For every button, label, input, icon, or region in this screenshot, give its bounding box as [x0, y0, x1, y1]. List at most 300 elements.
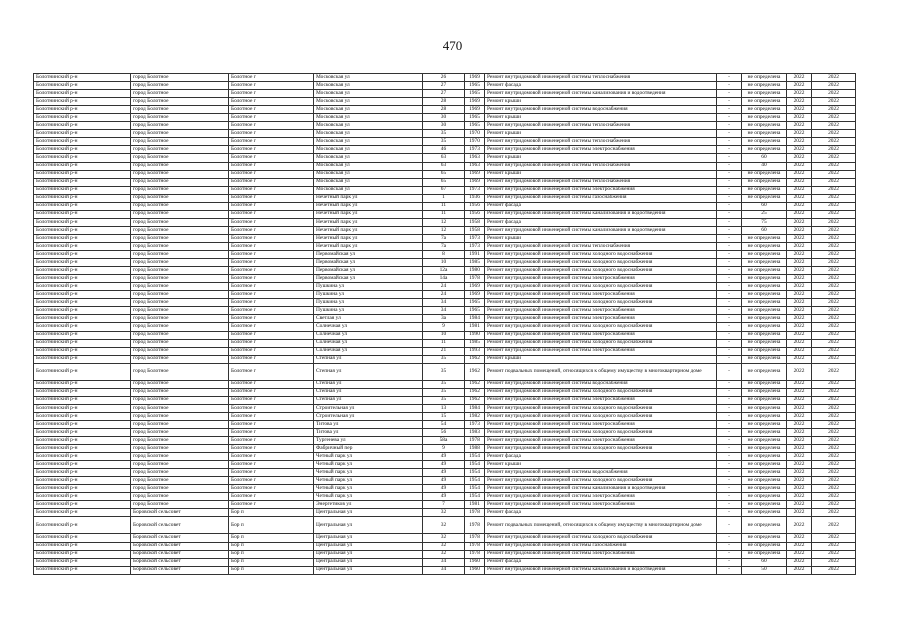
- table-row: [34, 412, 856, 420]
- end-year-cell: 2022: [812, 347, 856, 355]
- cost-cell: не определена: [742, 542, 787, 550]
- settlement-cell: Бор п: [229, 566, 314, 574]
- house-number-cell: 63: [423, 162, 465, 170]
- end-year-cell: 2022: [812, 534, 856, 542]
- cost-cell: не определена: [742, 186, 787, 194]
- work-type-cell: Ремонт внутридомовой инженерной системы канализования и водоотведения: [485, 485, 717, 493]
- cost-cell: не определена: [742, 412, 787, 420]
- start-year-cell: 2022: [787, 380, 812, 388]
- end-year-cell: 2022: [812, 558, 856, 566]
- dash-cell: -: [717, 437, 742, 445]
- settlement-cell: Болотное г: [229, 138, 314, 146]
- district-cell: Болотнинский р-н: [34, 114, 131, 122]
- settlement-cell: Болотное г: [229, 493, 314, 501]
- district-cell: Болотнинский р-н: [34, 437, 131, 445]
- start-year-cell: 2022: [787, 259, 812, 267]
- cost-cell: не определена: [742, 283, 787, 291]
- dash-cell: -: [717, 74, 742, 82]
- settlement-cell: Болотное г: [229, 242, 314, 250]
- build-year-cell: 1956: [465, 202, 485, 210]
- municipality-cell: Боровской сельсовет: [131, 542, 229, 550]
- settlement-cell: Болотное г: [229, 396, 314, 404]
- build-year-cell: 1965: [465, 307, 485, 315]
- house-number-cell: 10: [423, 259, 465, 267]
- build-year-cell: 1988: [465, 445, 485, 453]
- house-number-cell: 65: [423, 170, 465, 178]
- municipality-cell: город Болотное: [131, 331, 229, 339]
- work-type-cell: Ремонт внутридомовой инженерной системы электроснабжения: [485, 420, 717, 428]
- table-row: [34, 542, 856, 550]
- settlement-cell: Болотное г: [229, 218, 314, 226]
- dash-cell: -: [717, 226, 742, 234]
- start-year-cell: 2022: [787, 218, 812, 226]
- work-type-cell: Ремонт фасада: [485, 82, 717, 90]
- cost-cell: не определена: [742, 251, 787, 259]
- start-year-cell: 2022: [787, 234, 812, 242]
- municipality-cell: город Болотное: [131, 388, 229, 396]
- build-year-cell: 1954: [465, 485, 485, 493]
- cost-cell: не определена: [742, 404, 787, 412]
- work-type-cell: Ремонт внутридомовой инженерной системы канализования и водоотведения: [485, 90, 717, 98]
- end-year-cell: 2022: [812, 396, 856, 404]
- street-cell: Четный парк ул: [314, 493, 423, 501]
- cost-cell: не определена: [742, 485, 787, 493]
- cost-cell: не определена: [742, 355, 787, 363]
- end-year-cell: 2022: [812, 122, 856, 130]
- cost-cell: не определена: [742, 509, 787, 517]
- municipality-cell: город Болотное: [131, 154, 229, 162]
- settlement-cell: Болотное г: [229, 323, 314, 331]
- dash-cell: -: [717, 299, 742, 307]
- dash-cell: -: [717, 170, 742, 178]
- start-year-cell: 2022: [787, 122, 812, 130]
- build-year-cell: 1958: [465, 226, 485, 234]
- house-number-cell: 49: [423, 485, 465, 493]
- repair-registry-table: [33, 73, 856, 575]
- end-year-cell: 2022: [812, 275, 856, 283]
- settlement-cell: Болотное г: [229, 420, 314, 428]
- municipality-cell: город Болотное: [131, 98, 229, 106]
- dash-cell: -: [717, 493, 742, 501]
- municipality-cell: город Болотное: [131, 267, 229, 275]
- district-cell: Болотнинский р-н: [34, 226, 131, 234]
- build-year-cell: 1978: [465, 534, 485, 542]
- table-row: [34, 154, 856, 162]
- end-year-cell: 2022: [812, 218, 856, 226]
- start-year-cell: 2022: [787, 98, 812, 106]
- dash-cell: -: [717, 210, 742, 218]
- start-year-cell: 2022: [787, 445, 812, 453]
- work-type-cell: Ремонт внутридомовой инженерной системы канализования и водоотведения: [485, 210, 717, 218]
- municipality-cell: город Болотное: [131, 146, 229, 154]
- start-year-cell: 2022: [787, 170, 812, 178]
- district-cell: Болотнинский р-н: [34, 469, 131, 477]
- dash-cell: -: [717, 396, 742, 404]
- street-cell: Строительная ул: [314, 412, 423, 420]
- district-cell: Болотнинский р-н: [34, 315, 131, 323]
- settlement-cell: Болотное г: [229, 98, 314, 106]
- work-type-cell: Ремонт внутридомовой инженерной системы холодного водоснабжения: [485, 404, 717, 412]
- cost-cell: 60: [742, 226, 787, 234]
- municipality-cell: город Болотное: [131, 210, 229, 218]
- table-row: [34, 202, 856, 210]
- municipality-cell: город Болотное: [131, 114, 229, 122]
- end-year-cell: 2022: [812, 380, 856, 388]
- work-type-cell: Ремонт внутридомовой инженерной системы холодного водоснабжения: [485, 428, 717, 436]
- build-year-cell: 1984: [465, 315, 485, 323]
- end-year-cell: 2022: [812, 146, 856, 154]
- table-row: [34, 509, 856, 517]
- build-year-cell: 1969: [465, 106, 485, 114]
- work-type-cell: Ремонт внутридомовой инженерной системы холодного водоснабжения: [485, 412, 717, 420]
- dash-cell: -: [717, 234, 742, 242]
- build-year-cell: 1960: [465, 566, 485, 574]
- house-number-cell: 32: [423, 509, 465, 517]
- end-year-cell: 2022: [812, 412, 856, 420]
- start-year-cell: 2022: [787, 501, 812, 509]
- build-year-cell: 1973: [465, 234, 485, 242]
- build-year-cell: 1969: [465, 283, 485, 291]
- house-number-cell: 12: [423, 226, 465, 234]
- dash-cell: -: [717, 90, 742, 98]
- table-row: [34, 550, 856, 558]
- settlement-cell: Болотное г: [229, 162, 314, 170]
- start-year-cell: 2022: [787, 202, 812, 210]
- work-type-cell: Ремонт внутридомовой инженерной системы электроснабжения: [485, 307, 717, 315]
- end-year-cell: 2022: [812, 509, 856, 517]
- house-number-cell: 11: [423, 210, 465, 218]
- street-cell: Московская ул: [314, 146, 423, 154]
- table-row: [34, 339, 856, 347]
- dash-cell: -: [717, 477, 742, 485]
- work-type-cell: Ремонт внутридомовой инженерной системы электроснабжения: [485, 437, 717, 445]
- end-year-cell: 2022: [812, 323, 856, 331]
- build-year-cell: 1985: [465, 259, 485, 267]
- work-type-cell: Ремонт внутридомовой инженерной системы холодного водоснабжения: [485, 299, 717, 307]
- build-year-cell: 1993: [465, 347, 485, 355]
- municipality-cell: город Болотное: [131, 396, 229, 404]
- work-type-cell: Ремонт внутридомовой инженерной системы холодного водоснабжения: [485, 339, 717, 347]
- settlement-cell: Болотное г: [229, 90, 314, 98]
- table-row: [34, 477, 856, 485]
- district-cell: Болотнинский р-н: [34, 339, 131, 347]
- end-year-cell: 2022: [812, 315, 856, 323]
- district-cell: Болотнинский р-н: [34, 194, 131, 202]
- end-year-cell: 2022: [812, 170, 856, 178]
- cost-cell: 60: [742, 202, 787, 210]
- table-row: [34, 242, 856, 250]
- table-row: [34, 98, 856, 106]
- municipality-cell: город Болотное: [131, 428, 229, 436]
- house-number-cell: 35: [423, 388, 465, 396]
- dash-cell: -: [717, 106, 742, 114]
- table-row: [34, 461, 856, 469]
- build-year-cell: 1958: [465, 218, 485, 226]
- build-year-cell: 1969: [465, 98, 485, 106]
- cost-cell: не определена: [742, 534, 787, 542]
- end-year-cell: 2022: [812, 420, 856, 428]
- build-year-cell: 1982: [465, 412, 485, 420]
- start-year-cell: 2022: [787, 146, 812, 154]
- municipality-cell: город Болотное: [131, 170, 229, 178]
- municipality-cell: Боровской сельсовет: [131, 550, 229, 558]
- street-cell: Первомайская ул: [314, 251, 423, 259]
- district-cell: Болотнинский р-н: [34, 186, 131, 194]
- end-year-cell: 2022: [812, 566, 856, 574]
- street-cell: Центральная ул: [314, 517, 423, 534]
- street-cell: Пушкина ул: [314, 291, 423, 299]
- build-year-cell: 1962: [465, 380, 485, 388]
- municipality-cell: город Болотное: [131, 130, 229, 138]
- house-number-cell: 35: [423, 138, 465, 146]
- build-year-cell: 1978: [465, 509, 485, 517]
- end-year-cell: 2022: [812, 291, 856, 299]
- street-cell: Центральная ул: [314, 550, 423, 558]
- end-year-cell: 2022: [812, 299, 856, 307]
- work-type-cell: Ремонт фасада: [485, 509, 717, 517]
- settlement-cell: Болотное г: [229, 82, 314, 90]
- municipality-cell: город Болотное: [131, 323, 229, 331]
- district-cell: Болотнинский р-н: [34, 138, 131, 146]
- district-cell: Болотнинский р-н: [34, 453, 131, 461]
- cost-cell: не определена: [742, 178, 787, 186]
- end-year-cell: 2022: [812, 501, 856, 509]
- settlement-cell: Болотное г: [229, 363, 314, 380]
- municipality-cell: город Болотное: [131, 493, 229, 501]
- dash-cell: -: [717, 178, 742, 186]
- start-year-cell: 2022: [787, 517, 812, 534]
- build-year-cell: 1978: [465, 275, 485, 283]
- district-cell: Болотнинский р-н: [34, 98, 131, 106]
- end-year-cell: 2022: [812, 363, 856, 380]
- start-year-cell: 2022: [787, 477, 812, 485]
- district-cell: Болотнинский р-н: [34, 355, 131, 363]
- district-cell: Болотнинский р-н: [34, 242, 131, 250]
- dash-cell: -: [717, 461, 742, 469]
- house-number-cell: 49: [423, 477, 465, 485]
- cost-cell: не определена: [742, 396, 787, 404]
- street-cell: Пушкина ул: [314, 299, 423, 307]
- house-number-cell: 32: [423, 517, 465, 534]
- street-cell: Энергетиков ул: [314, 501, 423, 509]
- house-number-cell: 49: [423, 453, 465, 461]
- work-type-cell: Ремонт крыши: [485, 114, 717, 122]
- start-year-cell: 2022: [787, 339, 812, 347]
- dash-cell: -: [717, 218, 742, 226]
- street-cell: Степная ул: [314, 363, 423, 380]
- settlement-cell: Болотное г: [229, 178, 314, 186]
- table-row: [34, 323, 856, 331]
- municipality-cell: город Болотное: [131, 437, 229, 445]
- settlement-cell: Бор п: [229, 509, 314, 517]
- end-year-cell: 2022: [812, 74, 856, 82]
- table-row: [34, 534, 856, 542]
- street-cell: Степная ул: [314, 355, 423, 363]
- street-cell: Центральная ул: [314, 509, 423, 517]
- district-cell: Болотнинский р-н: [34, 202, 131, 210]
- end-year-cell: 2022: [812, 469, 856, 477]
- district-cell: Болотнинский р-н: [34, 509, 131, 517]
- street-cell: Первомайская ул: [314, 275, 423, 283]
- dash-cell: -: [717, 550, 742, 558]
- end-year-cell: 2022: [812, 428, 856, 436]
- house-number-cell: 63: [423, 154, 465, 162]
- street-cell: Четный парк ул: [314, 477, 423, 485]
- end-year-cell: 2022: [812, 251, 856, 259]
- house-number-cell: 21: [423, 347, 465, 355]
- build-year-cell: 1984: [465, 404, 485, 412]
- street-cell: Первомайская ул: [314, 267, 423, 275]
- table-row: [34, 122, 856, 130]
- settlement-cell: Болотное г: [229, 355, 314, 363]
- start-year-cell: 2022: [787, 363, 812, 380]
- street-cell: Тургенева ул: [314, 437, 423, 445]
- district-cell: Болотнинский р-н: [34, 259, 131, 267]
- district-cell: Болотнинский р-н: [34, 428, 131, 436]
- house-number-cell: 65: [423, 178, 465, 186]
- cost-cell: не определена: [742, 388, 787, 396]
- work-type-cell: Ремонт фасада: [485, 218, 717, 226]
- street-cell: Нечетный парк ул: [314, 210, 423, 218]
- build-year-cell: 1981: [465, 501, 485, 509]
- street-cell: Фабричный пер: [314, 445, 423, 453]
- district-cell: Болотнинский р-н: [34, 445, 131, 453]
- table-row: [34, 315, 856, 323]
- start-year-cell: 2022: [787, 130, 812, 138]
- table-row: [34, 234, 856, 242]
- table-row: [34, 428, 856, 436]
- municipality-cell: город Болотное: [131, 90, 229, 98]
- district-cell: Болотнинский р-н: [34, 82, 131, 90]
- work-type-cell: Ремонт внутридомовой инженерной системы теплоснабжения: [485, 74, 717, 82]
- table-row: [34, 485, 856, 493]
- table-row: [34, 283, 856, 291]
- end-year-cell: 2022: [812, 493, 856, 501]
- table-row: [34, 259, 856, 267]
- end-year-cell: 2022: [812, 477, 856, 485]
- dash-cell: -: [717, 138, 742, 146]
- cost-cell: не определена: [742, 517, 787, 534]
- table-row: [34, 331, 856, 339]
- house-number-cell: 46: [423, 146, 465, 154]
- work-type-cell: Ремонт крыши: [485, 130, 717, 138]
- table-row: [34, 162, 856, 170]
- district-cell: Болотнинский р-н: [34, 542, 131, 550]
- house-number-cell: 10: [423, 331, 465, 339]
- table-row: [34, 469, 856, 477]
- municipality-cell: город Болотное: [131, 242, 229, 250]
- end-year-cell: 2022: [812, 234, 856, 242]
- work-type-cell: Ремонт крыши: [485, 154, 717, 162]
- house-number-cell: 35: [423, 355, 465, 363]
- table-row: [34, 566, 856, 574]
- settlement-cell: Болотное г: [229, 339, 314, 347]
- district-cell: Болотнинский р-н: [34, 380, 131, 388]
- start-year-cell: 2022: [787, 178, 812, 186]
- cost-cell: не определена: [742, 267, 787, 275]
- street-cell: Солнечная ул: [314, 339, 423, 347]
- house-number-cell: 8: [423, 251, 465, 259]
- work-type-cell: Ремонт внутридомовой инженерной системы водоснабжения: [485, 106, 717, 114]
- start-year-cell: 2022: [787, 106, 812, 114]
- settlement-cell: Болотное г: [229, 412, 314, 420]
- house-number-cell: 24: [423, 283, 465, 291]
- work-type-cell: Ремонт внутридомовой инженерной системы теплоснабжения: [485, 242, 717, 250]
- dash-cell: -: [717, 194, 742, 202]
- work-type-cell: Ремонт крыши: [485, 355, 717, 363]
- work-type-cell: Ремонт внутридомовой инженерной системы газоснабжения: [485, 542, 717, 550]
- settlement-cell: Болотное г: [229, 275, 314, 283]
- work-type-cell: Ремонт внутридомовой инженерной системы электроснабжения: [485, 347, 717, 355]
- street-cell: Центральная ул: [314, 558, 423, 566]
- dash-cell: -: [717, 420, 742, 428]
- build-year-cell: 1973: [465, 186, 485, 194]
- start-year-cell: 2022: [787, 331, 812, 339]
- end-year-cell: 2022: [812, 90, 856, 98]
- table-row: [34, 194, 856, 202]
- house-number-cell: 27: [423, 82, 465, 90]
- table-row: [34, 404, 856, 412]
- build-year-cell: 1978: [465, 542, 485, 550]
- start-year-cell: 2022: [787, 542, 812, 550]
- end-year-cell: 2022: [812, 307, 856, 315]
- build-year-cell: 1978: [465, 437, 485, 445]
- dash-cell: -: [717, 445, 742, 453]
- municipality-cell: Боровской сельсовет: [131, 509, 229, 517]
- settlement-cell: Болотное г: [229, 461, 314, 469]
- build-year-cell: 1973: [465, 420, 485, 428]
- build-year-cell: 1981: [465, 323, 485, 331]
- end-year-cell: 2022: [812, 445, 856, 453]
- house-number-cell: 32: [423, 534, 465, 542]
- cost-cell: не определена: [742, 380, 787, 388]
- cost-cell: не определена: [742, 550, 787, 558]
- district-cell: Болотнинский р-н: [34, 412, 131, 420]
- settlement-cell: Болотное г: [229, 202, 314, 210]
- build-year-cell: 1978: [465, 517, 485, 534]
- build-year-cell: 1983: [465, 428, 485, 436]
- settlement-cell: Болотное г: [229, 437, 314, 445]
- dash-cell: -: [717, 428, 742, 436]
- settlement-cell: Болотное г: [229, 404, 314, 412]
- street-cell: Солнечная ул: [314, 323, 423, 331]
- end-year-cell: 2022: [812, 210, 856, 218]
- dash-cell: -: [717, 291, 742, 299]
- build-year-cell: 1969: [465, 74, 485, 82]
- dash-cell: -: [717, 412, 742, 420]
- district-cell: Болотнинский р-н: [34, 283, 131, 291]
- work-type-cell: Ремонт фасада: [485, 202, 717, 210]
- table-row: [34, 517, 856, 534]
- table-row: [34, 437, 856, 445]
- end-year-cell: 2022: [812, 355, 856, 363]
- district-cell: Болотнинский р-н: [34, 122, 131, 130]
- table-row: [34, 396, 856, 404]
- settlement-cell: Болотное г: [229, 114, 314, 122]
- work-type-cell: Ремонт внутридомовой инженерной системы теплоснабжения: [485, 122, 717, 130]
- work-type-cell: Ремонт внутридомовой инженерной системы холодного водоснабжения: [485, 267, 717, 275]
- start-year-cell: 2022: [787, 437, 812, 445]
- dash-cell: -: [717, 130, 742, 138]
- start-year-cell: 2022: [787, 154, 812, 162]
- end-year-cell: 2022: [812, 178, 856, 186]
- municipality-cell: город Болотное: [131, 138, 229, 146]
- build-year-cell: 1985: [465, 339, 485, 347]
- municipality-cell: город Болотное: [131, 194, 229, 202]
- build-year-cell: 1954: [465, 477, 485, 485]
- end-year-cell: 2022: [812, 404, 856, 412]
- cost-cell: не определена: [742, 420, 787, 428]
